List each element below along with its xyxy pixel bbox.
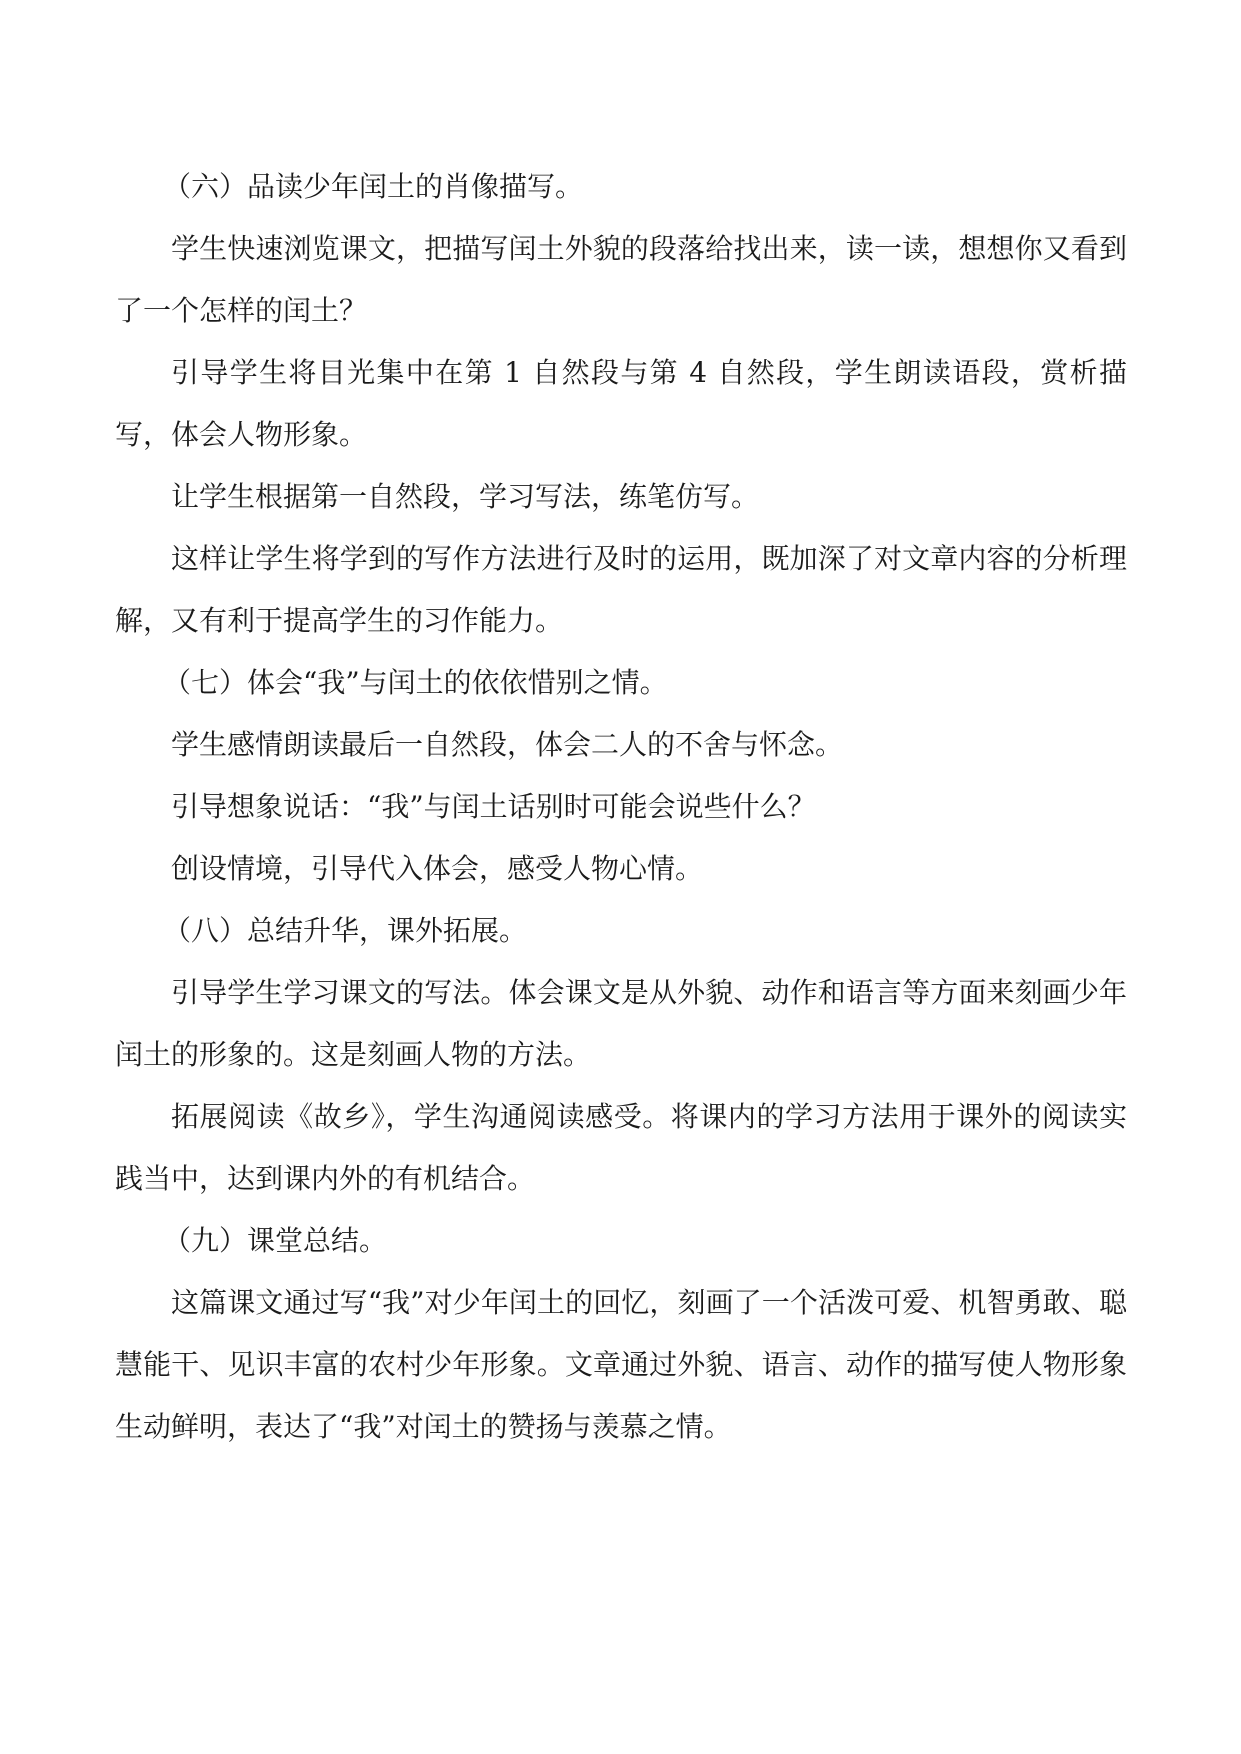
- paragraph: 这样让学生将学到的写作方法进行及时的运用，既加深了对文章内容的分析理解，又有利于提高学生的习作能力。: [115, 542, 1127, 637]
- paragraph: 引导学生学习课文的写法。体会课文是从外貌、动作和语言等方面来刻画少年闰土的形象的。这是刻画人物的方法。: [115, 976, 1127, 1071]
- section-heading-8: （八）总结升华，课外拓展。: [163, 914, 528, 947]
- paragraph: 引导学生将目光集中在第 1 自然段与第 4 自然段，学生朗读语段，赏析描写，体会人物形象。: [115, 356, 1127, 451]
- section-heading-9: （九）课堂总结。: [163, 1224, 388, 1257]
- paragraph: 拓展阅读《故乡》，学生沟通阅读感受。将课内的学习方法用于课外的阅读实践当中，达到课内外的有机结合。: [115, 1100, 1127, 1195]
- document-body: [115, 156, 1127, 1458]
- section-heading-6: （六）品读少年闰土的肖像描写。: [163, 170, 584, 203]
- paragraph: 让学生根据第一自然段，学习写法，练笔仿写。: [171, 480, 760, 513]
- paragraph: 学生快速浏览课文，把描写闰土外貌的段落给找出来，读一读，想想你又看到了一个怎样的闰土？: [115, 232, 1127, 327]
- section-heading-7: （七）体会“我”与闰土的依依惜别之情。: [163, 666, 668, 699]
- paragraph: 创设情境，引导代入体会，感受人物心情。: [171, 852, 704, 885]
- paragraph: 引导想象说话：“我”与闰土话别时可能会说些什么？: [171, 790, 816, 823]
- paragraph: 学生感情朗读最后一自然段，体会二人的不舍与怀念。: [171, 728, 844, 761]
- paragraph: 这篇课文通过写“我”对少年闰土的回忆，刻画了一个活泼可爱、机智勇敢、聪慧能干、见识丰富的农村少年形象。文章通过外貌、语言、动作的描写使人物形象生动鲜明，表达了“我”对闰土的赞扬与羡慕之情。: [115, 1286, 1127, 1443]
